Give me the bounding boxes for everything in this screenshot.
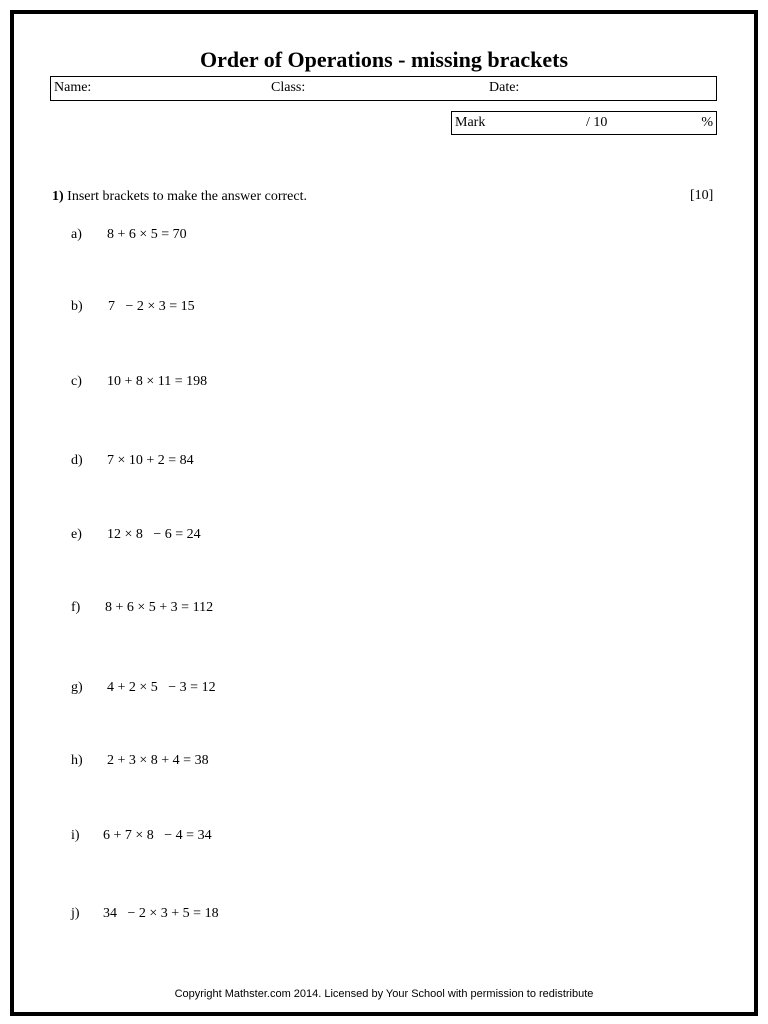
item-letter: a) (71, 227, 82, 242)
item-letter: g) (71, 680, 83, 695)
student-info-box (50, 76, 717, 101)
item-letter: h) (71, 753, 83, 768)
question-marks: [10] (690, 188, 714, 203)
item-letter: d) (71, 453, 83, 468)
mark-percent: % (701, 115, 713, 130)
item-letter: e) (71, 527, 82, 542)
item-expression: 2 + 3 × 8 + 4 = 38 (107, 753, 209, 768)
item-letter: f) (71, 600, 81, 615)
date-label: Date: (489, 80, 520, 95)
page-border (10, 10, 758, 1016)
item-letter: j) (71, 906, 80, 921)
class-label: Class: (271, 80, 306, 95)
item-expression: 7 − 2 × 3 = 15 (108, 299, 195, 314)
mark-total: / 10 (586, 115, 608, 130)
item-expression: 8 + 6 × 5 = 70 (107, 227, 187, 242)
item-letter: b) (71, 299, 83, 314)
question-number: 1) (52, 189, 64, 204)
mark-label: Mark (455, 115, 486, 130)
item-expression: 10 + 8 × 11 = 198 (107, 374, 208, 389)
question-instruction (52, 189, 307, 205)
worksheet-title: Order of Operations - missing brackets (199, 47, 569, 72)
copyright-footer: Copyright Mathster.com 2014. Licensed by Your School with permission to redistribute (174, 988, 594, 1000)
item-expression: 8 + 6 × 5 + 3 = 112 (105, 600, 214, 615)
mark-box (451, 111, 717, 135)
item-letter: i) (71, 828, 80, 843)
item-letter: c) (71, 374, 82, 389)
name-label: Name: (54, 80, 92, 95)
item-expression: 12 × 8 − 6 = 24 (107, 527, 201, 542)
item-expression: 4 + 2 × 5 − 3 = 12 (107, 680, 216, 695)
item-expression: 6 + 7 × 8 − 4 = 34 (103, 828, 212, 843)
item-expression: 34 − 2 × 3 + 5 = 18 (103, 906, 219, 921)
question-text: Insert brackets to make the answer correct. (67, 189, 308, 204)
item-expression: 7 × 10 + 2 = 84 (107, 453, 194, 468)
